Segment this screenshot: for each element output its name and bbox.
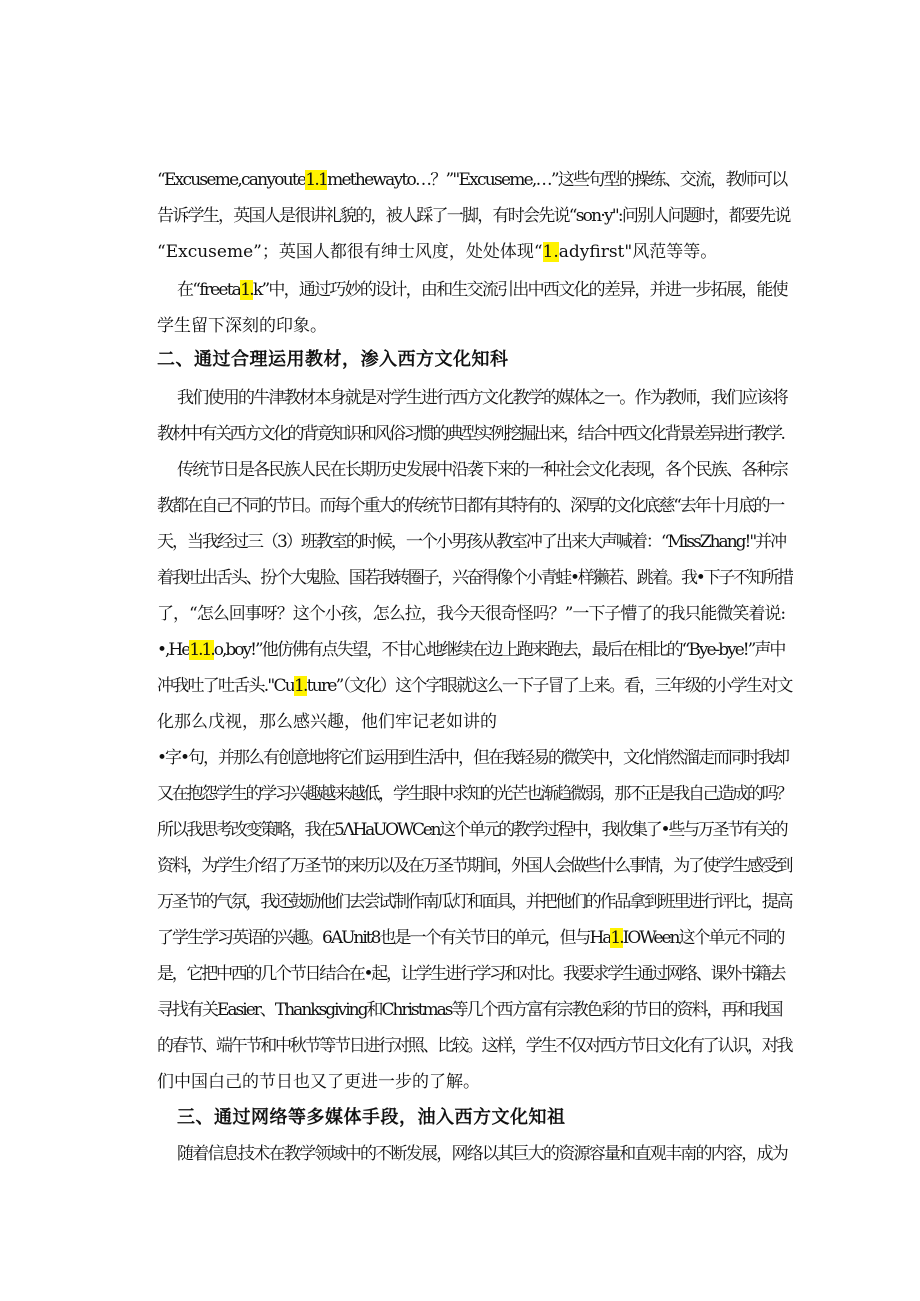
text-line: 天，当我经过三（3）班教室的时候，一个小男孩从教室冲了出来大声喊着：“MissZhang!"并冲 [157, 532, 786, 552]
highlighted-text: 1. [610, 928, 623, 948]
highlighted-text: 1. [293, 676, 307, 696]
section-heading-3 [157, 1100, 793, 1136]
text-line: 了，“怎么回事呀？这个小孩，怎么拉，我今天很奇怪吗？”一下子懵了的我只能微笑着说: [157, 604, 786, 624]
heading-textbook: 二、通过合理运用教材，渗入西方文化知科 [157, 349, 509, 370]
text-line: 冲我吐了吐舌头."Cu1.ture”（文化）这个字眼就这么一下子冒了上来。看，三年级的小学生对文 [157, 676, 792, 696]
text-line: 我们使用的牛津教材本身就是对学生进行西方文化教学的媒体之一。作为教师，我们应该将 [177, 388, 787, 408]
text-line: 告诉学生，英国人是很讲礼貌的，被人踩了一脚，有时会先说“son·y":问别人问题时，都要先说 [157, 206, 790, 226]
text-line: 着我吐出舌头、扮个大鬼脸、国若我转圈子，兴奋得像个小青蛙•样獭若、跳着。我•下子不知所措 [157, 568, 793, 588]
text-line: 学生留下深刻的印象。 [157, 316, 327, 336]
text-line: 化那么戊视，那么感兴趣，他们牢记老如讲的 [157, 712, 497, 732]
highlighted-text: 1.1 [305, 170, 328, 190]
text-line: 资料，为学生介绍了万圣节的来历以及在万圣节期间，外国人会做些什么事情，为了使学生感受到 [157, 856, 792, 876]
text-line: •,He1.1.o,boy!”他仿佛有点失望，不甘心地继续在边上跑来跑去，最后在相比的“Bye-bye!”声中 [157, 640, 785, 660]
text-line: 是，它把中西的几个节日结合在•起，让学生进行学习和对比。我要求学生通过网络、课外书籍去 [157, 964, 785, 984]
text-line: “Excuseme”；英国人都很有绅士风度，处处体现“1.adyfirst"风范等等。 [157, 242, 718, 262]
text-line: 教材中有关西方文化的背竟知识和风俗习惯的典型实例挖掘出来，结合中西文化背景差异进行教学. [157, 424, 784, 444]
highlighted-text: 1. [240, 280, 253, 300]
paragraph-network [157, 1136, 793, 1172]
text-line: 们中国白己的节日也又了更进一步的了解。 [157, 1072, 480, 1092]
text-line: •字•句，并那么有创意地将它们运用到生活中，但在我轻易的微笑中，文化悄然溜走而同时我却 [157, 748, 789, 768]
highlighted-text: 1.1. [189, 640, 214, 660]
text-line: 教都在自己不同的节日。而每个重大的传统节日都有其特有的、深厚的文化底慈“去年十月底的一 [157, 496, 783, 516]
text-line: 又在抱怨学生的学习兴趣越来越低，学生眼中求知的光芒也渐趋微弱，那不正是我自己造成的吗？ [157, 784, 792, 804]
paragraph-halloween [157, 740, 793, 1100]
text-line: “Excuseme,canyoute1.1methewayto…？”"Excuseme,…”这些句型的操练、交流，教师可以 [157, 170, 787, 190]
paragraph-textbook [157, 380, 793, 452]
text-line: 所以我思考改变策略，我在5ΛHaUOWCen这个单元的教学过程中，我收集了•些与万圣节有关的 [157, 820, 787, 840]
paragraph-free-talk [157, 272, 793, 344]
text-line: 随着信息技术在教学领域中的不断发展，网络以其巨大的资源容量和直观丰南的内容，成为 [177, 1144, 787, 1164]
text-line: 传统节日是各民族人民在长期历史发展中沿袭下来的一种社会文化表现，各个民族、各种宗 [177, 460, 787, 480]
paragraph-courtesy [157, 162, 793, 270]
heading-network: 三、通过网络等多媒体手段，油入西方文化知祖 [177, 1107, 566, 1128]
paragraph-festivals [157, 452, 793, 740]
section-heading-2 [157, 342, 793, 378]
text-line: 寻找有关Easier、Thanksgiving和Christmas等几个西方富有宗教色彩的节日的资料，再和我国 [157, 1000, 782, 1020]
text-line: 万圣节的气氛，我还鼓励他们去尝试制作南瓜灯和面具，并把他们的作品拿到班里进行评比，提高 [157, 892, 792, 912]
text-line: 在“freeta1.k”中，通过巧妙的设计，由和生交流引出中西文化的差异，并进一步拓展，能使 [177, 280, 787, 300]
highlighted-text: 1. [542, 242, 559, 262]
text-line: 的春节、端午节和中秋节等节日进行对照、比较。这样，学生不仅对西方节日文化有了认识，对我 [157, 1036, 792, 1056]
text-line: 了学生学习英语的兴趣。6AUnit8也是一个有关节日的单元，但与Ha1.IOWeen这个单元不同的 [157, 928, 784, 948]
